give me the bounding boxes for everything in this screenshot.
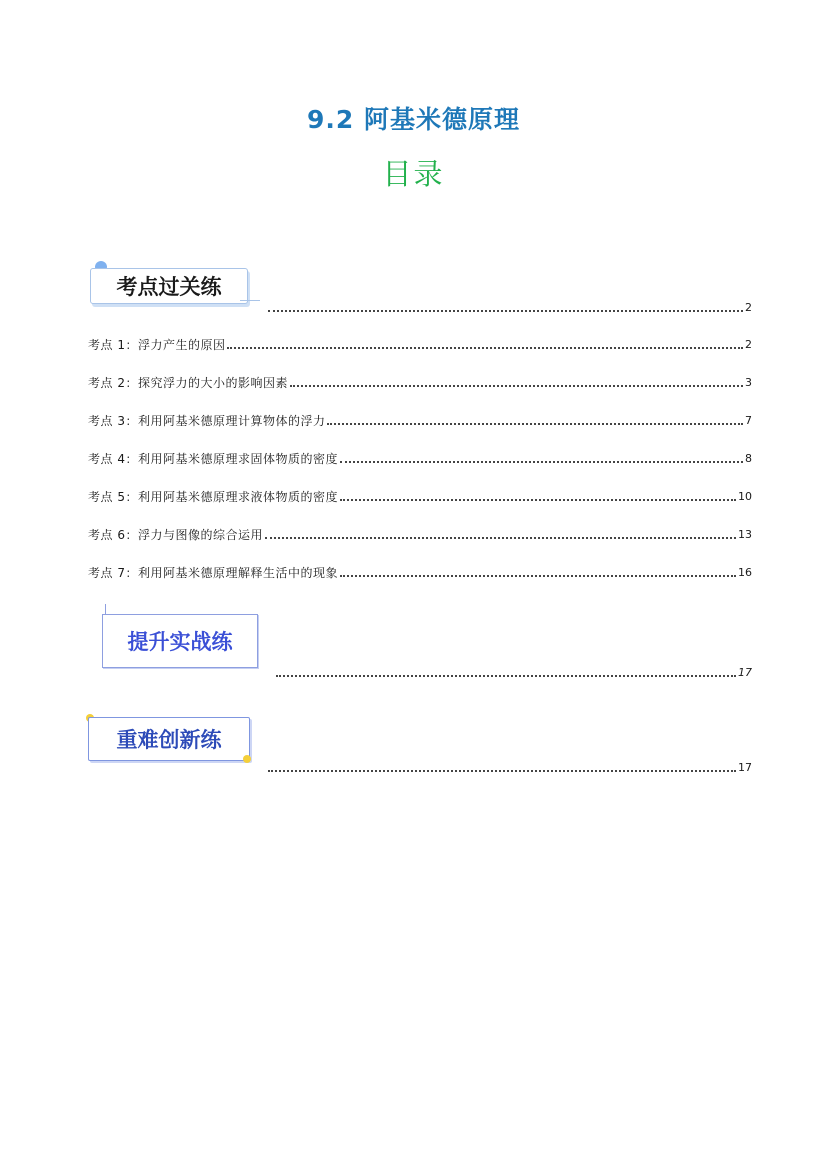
page-number: 8 (745, 452, 752, 465)
dot-leader (340, 575, 736, 577)
toc-item[interactable] (88, 566, 752, 580)
toc-item[interactable] (88, 338, 752, 352)
dot-leader (268, 770, 736, 772)
badge-decoration-line (240, 300, 260, 301)
toc-item-label: 考点 3：利用阿基米德原理计算物体的浮力 (88, 414, 326, 428)
badge-decoration-dot (243, 755, 251, 763)
page-number: 3 (745, 376, 752, 389)
toc-item[interactable] (88, 452, 752, 466)
toc-item[interactable] (88, 528, 752, 542)
dot-leader (290, 385, 743, 387)
section-badge-label: 重难创新练 (116, 728, 222, 752)
toc-item-label: 考点 5：利用阿基米德原理求液体物质的密度 (88, 490, 338, 504)
page-number: 13 (738, 528, 752, 541)
toc-section-row[interactable] (266, 761, 752, 775)
toc-section-row[interactable] (266, 301, 752, 315)
page-number: 7 (745, 414, 752, 427)
dot-leader (327, 423, 743, 425)
page-number: 16 (738, 566, 752, 579)
page-number: 2 (745, 301, 752, 314)
page-number: 17 (738, 761, 752, 774)
toc-item-label: 考点 7：利用阿基米德原理解释生活中的现象 (88, 566, 338, 580)
section-badge-tisheng[interactable] (102, 614, 258, 668)
dot-leader (268, 310, 743, 312)
toc-item[interactable] (88, 414, 752, 428)
dot-leader (340, 499, 736, 501)
page-number: 17 (738, 666, 752, 679)
dot-leader (227, 347, 743, 349)
section-badge-label: 提升实战练 (127, 630, 233, 654)
toc-item-label: 考点 4：利用阿基米德原理求固体物质的密度 (88, 452, 338, 466)
section-badge-kaodian[interactable] (90, 268, 248, 304)
page-number: 2 (745, 338, 752, 351)
page-number: 10 (738, 490, 752, 503)
toc-item[interactable] (88, 490, 752, 504)
document-title: 9.2 阿基米德原理 (307, 105, 520, 134)
toc-item-label: 考点 1：浮力产生的原因 (88, 338, 226, 352)
toc-heading: 目录 (382, 157, 445, 191)
dot-leader (265, 537, 736, 539)
toc-item-label: 考点 6：浮力与图像的综合运用 (88, 528, 263, 542)
toc-item[interactable] (88, 376, 752, 390)
toc-item-label: 考点 2：探究浮力的大小的影响因素 (88, 376, 288, 390)
section-badge-label: 考点过关练 (116, 275, 222, 299)
dot-leader (340, 461, 743, 463)
dot-leader (276, 675, 736, 677)
toc-section-row[interactable] (274, 666, 752, 680)
section-badge-zhongnan[interactable] (88, 717, 250, 761)
